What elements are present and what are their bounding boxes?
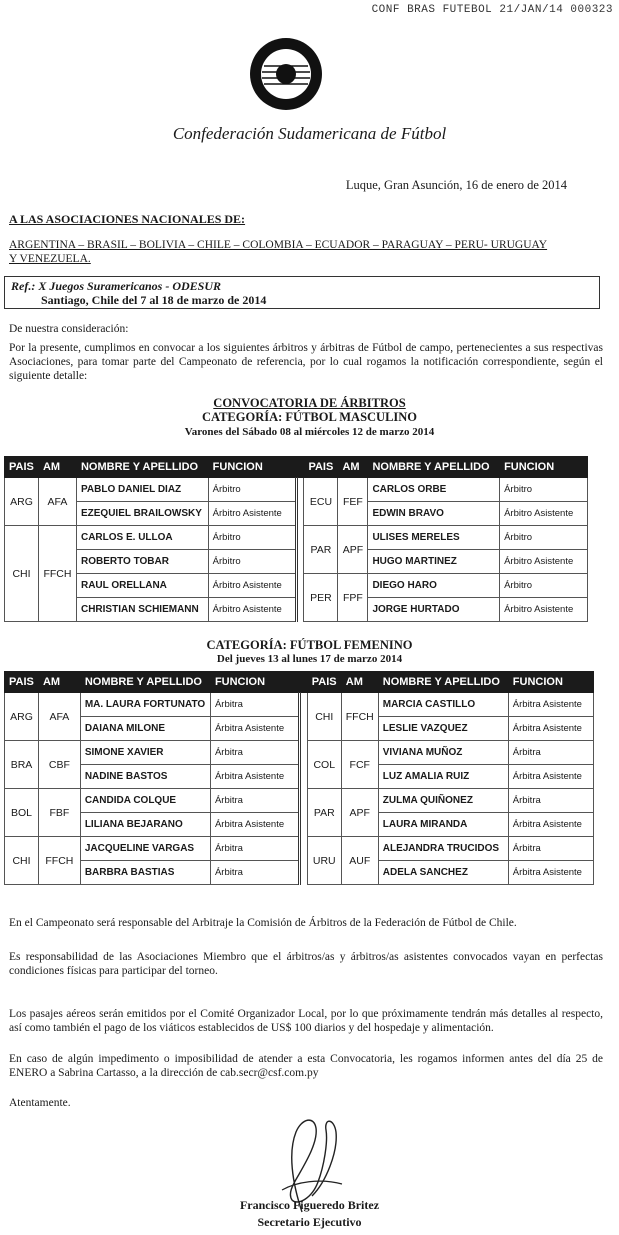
- reference-box: [4, 276, 600, 309]
- referee-name: EZEQUIEL BRAILOWSKY: [76, 502, 208, 526]
- referee-function: Árbitra Asistente: [210, 813, 299, 837]
- country-code: CHI: [5, 526, 39, 622]
- reference-line-2: Santiago, Chile del 7 al 18 de marzo de 2014: [41, 293, 267, 307]
- country-code: CHI: [5, 837, 39, 885]
- referee-name: LAURA MIRANDA: [378, 813, 508, 837]
- column-separator: [299, 672, 307, 693]
- reference-line-1: Ref.: X Juegos Suramericanos - ODESUR: [11, 279, 222, 293]
- referee-function: Árbitra: [210, 837, 299, 861]
- referee-function: Árbitro Asistente: [208, 574, 296, 598]
- table-row: [5, 741, 594, 765]
- referee-name: ROBERTO TOBAR: [76, 550, 208, 574]
- dateline: Luque, Gran Asunción, 16 de enero de 2014: [345, 178, 567, 192]
- referee-name: RAUL ORELLANA: [76, 574, 208, 598]
- signer-name: Francisco Figueredo Britez: [239, 1198, 380, 1212]
- referee-function: Árbitra: [508, 789, 593, 813]
- referee-function: Árbitra Asistente: [508, 693, 593, 717]
- referee-name: ALEJANDRA TRUCIDOS: [378, 837, 508, 861]
- association-code: APF: [341, 789, 378, 837]
- column-header-am: AM: [38, 457, 76, 478]
- referee-function: Árbitro: [208, 550, 296, 574]
- column-header-pais: PAIS: [304, 457, 338, 478]
- referee-function: Árbitra: [210, 693, 299, 717]
- referee-name: HUGO MARTINEZ: [368, 550, 500, 574]
- table-row: [5, 478, 588, 502]
- referee-function: Árbitro Asistente: [500, 598, 588, 622]
- column-header-pais: PAIS: [5, 672, 39, 693]
- referee-name: PABLO DANIEL DIAZ: [76, 478, 208, 502]
- column-separator: [299, 693, 307, 717]
- referee-function: Árbitra: [508, 741, 593, 765]
- referee-function: Árbitra Asistente: [210, 717, 299, 741]
- signer-title: Secretario Ejecutivo: [257, 1215, 362, 1229]
- referee-name: LUZ AMALIA RUIZ: [378, 765, 508, 789]
- referee-name: CARLOS E. ULLOA: [76, 526, 208, 550]
- table-row: [5, 813, 594, 837]
- column-header-nombre: NOMBRE Y APELLIDO: [368, 457, 500, 478]
- intro-paragraph: Por la presente, cumplimos en convocar a los siguientes árbitros y árbitras de Fútbol de campo, pertenecientes a sus respectivas Asociaciones, para tomar parte del Campeonato de referencia, por lo cual rogamos la notificación correspondiente, según el siguiente detalle:: [9, 342, 603, 382]
- country-code: URU: [307, 837, 341, 885]
- table-row: [5, 502, 588, 526]
- referee-function: Árbitro Asistente: [208, 598, 296, 622]
- referee-function: Árbitro: [208, 526, 296, 550]
- femenino-dates: Del jueves 13 al lunes 17 de marzo 2014: [216, 653, 403, 665]
- referee-name: LESLIE VAZQUEZ: [378, 717, 508, 741]
- referee-name: DAIANA MILONE: [80, 717, 210, 741]
- column-header-nombre: NOMBRE Y APELLIDO: [76, 457, 208, 478]
- paragraph-responsabilidad: Es responsabilidad de las Asociaciones Miembro que el árbitros/as y árbitros/as asistentes convocados vayan en perfectas condiciones físicas para participar del torneo.: [9, 951, 603, 977]
- masculino-dates: Varones del Sábado 08 al miércoles 12 de marzo 2014: [184, 426, 435, 438]
- column-separator: [299, 789, 307, 813]
- country-code: PER: [304, 574, 338, 622]
- referee-name: VIVIANA MUÑOZ: [378, 741, 508, 765]
- referee-function: Árbitra: [210, 861, 299, 885]
- referee-name: CANDIDA COLQUE: [80, 789, 210, 813]
- table-row: [5, 598, 588, 622]
- association-code: FPF: [338, 574, 368, 622]
- country-code: ARG: [5, 478, 39, 526]
- referee-name: CHRISTIAN SCHIEMANN: [76, 598, 208, 622]
- referee-function: Árbitra Asistente: [210, 765, 299, 789]
- referee-function: Árbitra Asistente: [508, 717, 593, 741]
- masculino-referees-table: [4, 456, 588, 622]
- signature-block: [0, 1197, 619, 1231]
- country-code: BRA: [5, 741, 39, 789]
- association-code: FBF: [38, 789, 80, 837]
- referee-function: Árbitro: [500, 526, 588, 550]
- column-header-am: AM: [341, 672, 378, 693]
- paragraph-pasajes: Los pasajes aéreos serán emitidos por el Comité Organizador Local, por lo que próximamente tendrán más detalles al respecto, así como también el pago de los viáticos establecidos de US$ 100 diarios y del hospedaje y alimentación.: [9, 1008, 603, 1034]
- referee-function: Árbitra Asistente: [508, 813, 593, 837]
- masculino-category: CATEGORÍA: FÚTBOL MASCULINO: [201, 410, 418, 424]
- column-separator: [296, 574, 304, 598]
- referee-name: ADELA SANCHEZ: [378, 861, 508, 885]
- referee-name: MA. LAURA FORTUNATO: [80, 693, 210, 717]
- country-code: PAR: [307, 789, 341, 837]
- column-separator: [299, 717, 307, 741]
- table-row: [5, 574, 588, 598]
- referee-name: SIMONE XAVIER: [80, 741, 210, 765]
- column-header-funcion: FUNCION: [500, 457, 588, 478]
- fax-header: CONF BRAS FUTEBOL 21/JAN/14 000323: [371, 4, 613, 16]
- table-row: [5, 693, 594, 717]
- country-code: CHI: [307, 693, 341, 741]
- column-header-funcion: FUNCION: [210, 672, 299, 693]
- column-separator: [296, 478, 304, 502]
- referee-function: Árbitra Asistente: [508, 861, 593, 885]
- referee-function: Árbitro: [500, 478, 588, 502]
- association-code: FEF: [338, 478, 368, 526]
- column-header-am: AM: [338, 457, 368, 478]
- table-row: [5, 526, 588, 550]
- referee-name: JACQUELINE VARGAS: [80, 837, 210, 861]
- column-separator: [296, 598, 304, 622]
- column-separator: [299, 837, 307, 861]
- convocatoria-title: CONVOCATORIA DE ÁRBITROS: [213, 396, 406, 410]
- countries-list: ARGENTINA – BRASIL – BOLIVIA – CHILE – COLOMBIA – ECUADOR – PARAGUAY – PERU- URUGUAY Y VENEZUELA.: [9, 239, 548, 265]
- column-separator: [299, 813, 307, 837]
- referee-name: CARLOS ORBE: [368, 478, 500, 502]
- column-header-pais: PAIS: [307, 672, 341, 693]
- column-separator: [299, 765, 307, 789]
- referee-name: DIEGO HARO: [368, 574, 500, 598]
- organization-name: Confederación Sudamericana de Fútbol: [172, 124, 447, 143]
- table-row: [5, 765, 594, 789]
- referee-function: Árbitro: [208, 478, 296, 502]
- referee-name: MARCIA CASTILLO: [378, 693, 508, 717]
- column-header-am: AM: [38, 672, 80, 693]
- association-code: FCF: [341, 741, 378, 789]
- column-header-pais: PAIS: [5, 457, 39, 478]
- referee-function: Árbitra: [210, 789, 299, 813]
- country-code: ARG: [5, 693, 39, 741]
- referee-name: LILIANA BEJARANO: [80, 813, 210, 837]
- referee-name: JORGE HURTADO: [368, 598, 500, 622]
- referee-function: Árbitro Asistente: [500, 550, 588, 574]
- association-code: FFCH: [38, 837, 80, 885]
- association-code: FFCH: [38, 526, 76, 622]
- association-code: CBF: [38, 741, 80, 789]
- column-header-funcion: FUNCION: [208, 457, 296, 478]
- referee-function: Árbitro Asistente: [208, 502, 296, 526]
- referee-function: Árbitro: [500, 574, 588, 598]
- conmebol-logo: [248, 36, 324, 112]
- column-separator: [296, 457, 304, 478]
- referee-name: EDWIN BRAVO: [368, 502, 500, 526]
- association-code: AUF: [341, 837, 378, 885]
- association-code: FFCH: [341, 693, 378, 741]
- association-code: AFA: [38, 693, 80, 741]
- column-header-nombre: NOMBRE Y APELLIDO: [378, 672, 508, 693]
- referee-name: BARBRA BASTIAS: [80, 861, 210, 885]
- column-separator: [299, 741, 307, 765]
- table-row: [5, 837, 594, 861]
- addressee: A LAS ASOCIACIONES NACIONALES DE:: [9, 212, 246, 226]
- referee-name: ULISES MERELES: [368, 526, 500, 550]
- table-row: [5, 861, 594, 885]
- column-header-nombre: NOMBRE Y APELLIDO: [80, 672, 210, 693]
- referee-function: Árbitra Asistente: [508, 765, 593, 789]
- country-code: BOL: [5, 789, 39, 837]
- column-separator: [296, 502, 304, 526]
- country-code: PAR: [304, 526, 338, 574]
- column-separator: [299, 861, 307, 885]
- column-separator: [296, 526, 304, 550]
- greeting: De nuestra consideración:: [9, 323, 129, 335]
- femenino-category: CATEGORÍA: FÚTBOL FEMENINO: [206, 638, 413, 652]
- closing: Atentamente.: [9, 1097, 71, 1109]
- association-code: APF: [338, 526, 368, 574]
- referee-function: Árbitra: [210, 741, 299, 765]
- table-row: [5, 789, 594, 813]
- column-header-funcion: FUNCION: [508, 672, 593, 693]
- table-row: [5, 717, 594, 741]
- country-code: COL: [307, 741, 341, 789]
- paragraph-impedimento: En caso de algún impedimento o imposibilidad de atender a esta Convocatoria, les rogamos informen antes del día 25 de ENERO a Sabrina Cartasso, a la dirección de cab.secr@csf.com.py: [9, 1053, 603, 1079]
- referee-function: Árbitro Asistente: [500, 502, 588, 526]
- referee-name: ZULMA QUIÑONEZ: [378, 789, 508, 813]
- association-code: AFA: [38, 478, 76, 526]
- referee-function: Árbitra: [508, 837, 593, 861]
- column-separator: [296, 550, 304, 574]
- table-row: [5, 550, 588, 574]
- femenino-referees-table: [4, 671, 594, 885]
- referee-name: NADINE BASTOS: [80, 765, 210, 789]
- paragraph-arbitraje: En el Campeonato será responsable del Arbitraje la Comisión de Árbitros de la Federación de Fútbol de Chile.: [9, 917, 517, 929]
- country-code: ECU: [304, 478, 338, 526]
